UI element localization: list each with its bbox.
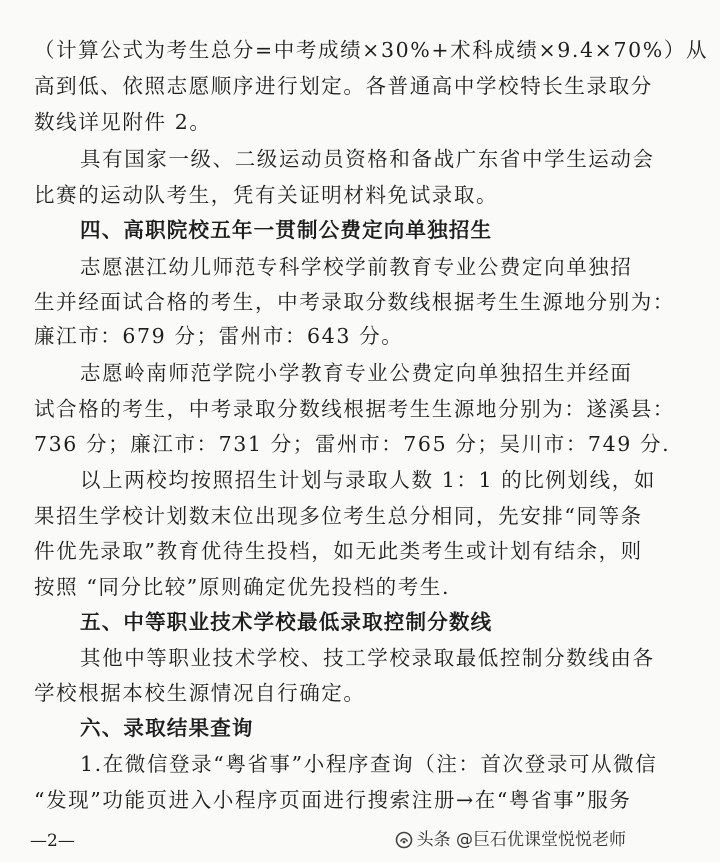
text-line-2: 高到低、依照志愿顺序进行划定。各普通高中学校特长生录取分	[34, 74, 653, 98]
section-heading-4: 四、高职院校五年一贯制公费定向单独招生	[80, 218, 493, 242]
section-heading-6: 六、录取结果查询	[80, 716, 254, 740]
text-line-9: 廉江市：679 分；雷州市：643 分。	[34, 324, 404, 348]
text-line-14: 果招生学校计划数末位出现多位考生总分相同，先安排“同等条	[34, 504, 643, 528]
text-line-8: 生并经面试合格的考生，中考录取分数线根据考生生源地分别为：	[34, 290, 675, 314]
text-line-19: 学校根据本校生源情况自行确定。	[34, 681, 366, 705]
text-line-5: 比赛的运动队考生，凭有关证明材料免试录取。	[34, 183, 499, 207]
text-line-21: 1.在微信登录“粤省事”小程序查询（注：首次登录可从微信	[80, 752, 658, 776]
text-line-22: “发现”功能页进入小程序页面进行搜索注册→在“粤省事”服务	[34, 788, 632, 812]
text-line-16: 按照 “同分比较”原则确定优先投档的考生.	[34, 575, 451, 599]
text-line-12: 736 分；廉江市：731 分；雷州市：765 分；吴川市：749 分.	[34, 432, 671, 456]
watermark	[395, 828, 626, 852]
text-line-7: 志愿湛江幼儿师范专科学校学前教育专业公费定向单独招	[80, 255, 633, 279]
text-line-15: 件优先录取”教育优待生投档，如无此类考生或计划有结余，则	[34, 539, 643, 563]
section-heading-5: 五、中等职业技术学校最低录取控制分数线	[80, 610, 493, 634]
text-line-3: 数线详见附件 2。	[34, 110, 212, 134]
watermark-text: 头条 @巨石优课堂悦悦老师	[416, 830, 626, 850]
page-number: —2—	[30, 831, 75, 851]
text-line-4: 具有国家一级、二级运动员资格和备战广东省中学生运动会	[80, 147, 655, 171]
text-line-13: 以上两校均按照招生计划与录取人数 1：1 的比例划线，如	[80, 468, 656, 492]
text-line-10: 志愿岭南师范学院小学教育专业公费定向单独招生并经面	[80, 361, 633, 385]
text-line-1: （计算公式为考生总分=中考成绩×30%+术科成绩×9.4×70%）从	[34, 38, 709, 62]
text-line-11: 试合格的考生，中考录取分数线根据考生生源地分别为：遂溪县：	[34, 397, 675, 421]
text-line-18: 其他中等职业技术学校、技工学校录取最低控制分数线由各	[80, 646, 655, 670]
weibo-logo-icon	[395, 831, 413, 849]
